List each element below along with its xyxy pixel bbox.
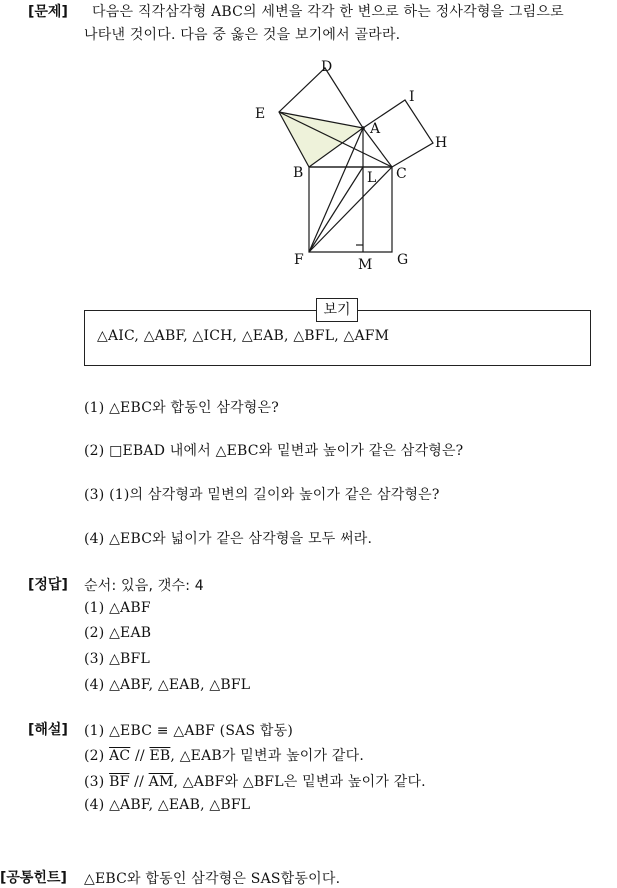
question-1: (1) △EBC와 합동인 삼각형은? xyxy=(84,400,279,416)
bogi-content: △AIC, △ABF, △ICH, △EAB, △BFL, △AFM xyxy=(97,328,390,344)
label-a: A xyxy=(370,121,381,137)
bogi-title: 보기 xyxy=(316,298,358,322)
question-2: (2) □EBAD 내에서 △EBC와 밑변과 높이가 같은 삼각형은? xyxy=(84,443,464,459)
suffix: , △ABF와 △BFL은 밑변과 높이가 같다. xyxy=(173,774,426,790)
label-c: C xyxy=(396,166,407,182)
explanation-line-4: (4) △ABF, △EAB, △BFL xyxy=(84,797,251,813)
segment-eb: $\overline{EB}$ xyxy=(149,748,171,764)
label-f: F xyxy=(294,252,304,268)
prefix: (2) xyxy=(84,748,110,764)
segment-bf: $\overline{BF}$ xyxy=(109,774,130,790)
label-h: H xyxy=(435,135,448,151)
segment-ac: $\overline{AC}$ xyxy=(109,748,131,764)
segment-am: $\overline{AM}$ xyxy=(148,774,174,790)
suffix: , △EAB가 밑변과 높이가 같다. xyxy=(170,748,364,764)
label-e: E xyxy=(255,106,266,122)
prefix: (3) xyxy=(84,774,110,790)
hint-tag: [공통힌트] xyxy=(0,870,67,886)
label-d: D xyxy=(321,59,333,75)
problem-line-1: 다음은 직각삼각형 ABC의 세변을 각각 한 변으로 하는 정사각형을 그림으로 xyxy=(92,4,564,20)
label-g: G xyxy=(397,252,409,268)
explanation-line-2 xyxy=(84,745,364,765)
geometry-figure xyxy=(240,52,460,272)
explanation-line-3 xyxy=(84,771,426,791)
answer-item-3: (3) △BFL xyxy=(84,651,150,667)
question-3: (3) (1)의 삼각형과 밑변의 길이와 높이가 같은 삼각형은? xyxy=(84,487,440,503)
problem-tag: [문제] xyxy=(28,4,68,20)
parallel-sign: // xyxy=(130,748,150,764)
answer-item-2: (2) △EAB xyxy=(84,625,152,641)
answer-meta: 순서: 있음, 갯수: 4 xyxy=(84,578,204,594)
parallel-sign: // xyxy=(129,774,149,790)
hint-text: △EBC와 합동인 삼각형은 SAS합동이다. xyxy=(84,871,341,887)
label-i: I xyxy=(409,89,415,105)
label-b: B xyxy=(293,165,304,181)
question-4: (4) △EBC와 넓이가 같은 삼각형을 모두 써라. xyxy=(84,531,373,547)
explanation-line-1: (1) △EBC ≡ △ABF (SAS 합동) xyxy=(84,723,294,739)
answer-item-1: (1) △ABF xyxy=(84,600,151,616)
answer-item-4: (4) △ABF, △EAB, △BFL xyxy=(84,677,251,693)
label-m: M xyxy=(358,257,373,272)
problem-line-2: 나타낸 것이다. 다음 중 옳은 것을 보기에서 골라라. xyxy=(84,27,401,43)
explanation-tag: [해설] xyxy=(28,722,68,738)
answer-tag: [정답] xyxy=(28,577,68,593)
label-l: L xyxy=(367,170,377,186)
